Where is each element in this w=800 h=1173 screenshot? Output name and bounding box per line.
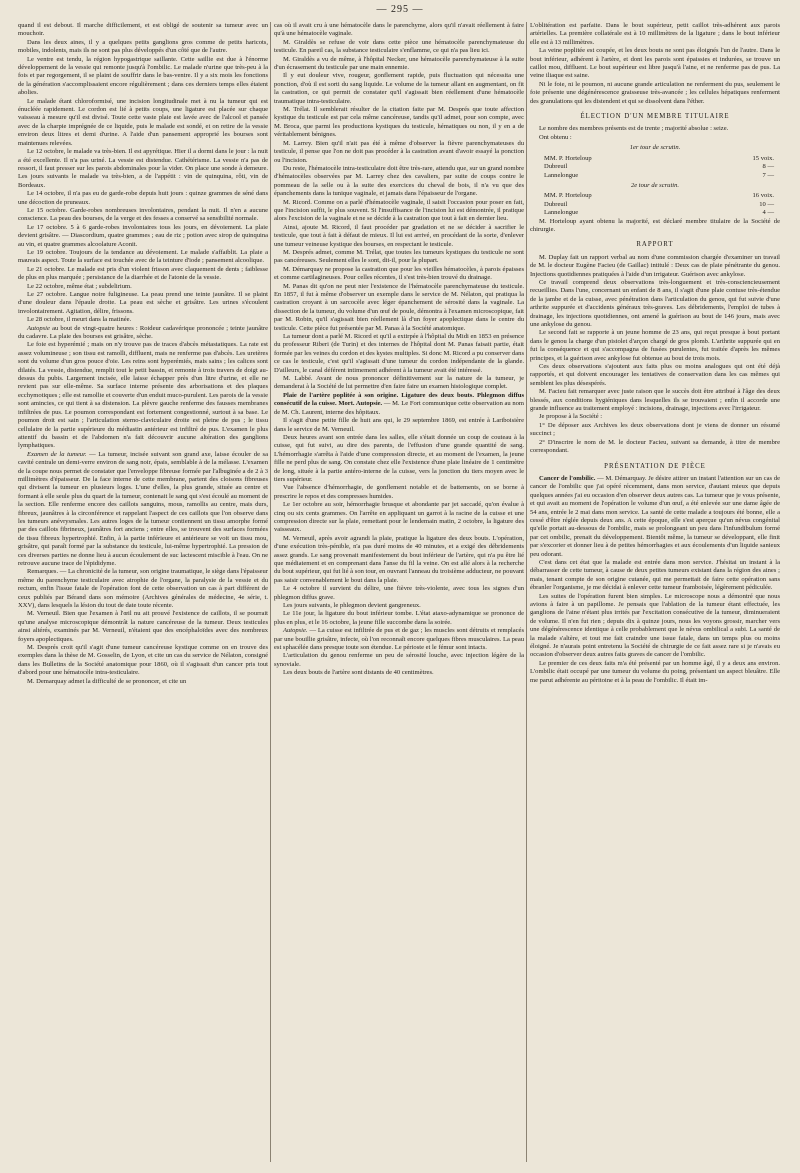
paragraph bbox=[274, 627, 524, 652]
vote-row bbox=[530, 201, 780, 209]
paragraph: La tumeur dont a parlé M. Ricord et qu'il a extirpée à l'hôpital du Midi en 1853 en présence du professeur Riberi (de Turin) et des internes de l'hôpital dont M. Panas faisait partie, était formée par les veines du cordon et des kystes multiples. Si donc M. Ricord a pu conserver dans ce cas le testicule, c'est qu'il s'agissait d'une tumeur du cordon indépendante de la glande. D'ailleurs, le canal déférent intimement adhérent à la tumeur avait été intéressé. bbox=[274, 333, 524, 374]
article-title: Cancer de l'ombilic. bbox=[539, 474, 596, 482]
autopsy-label: Autopsie. bbox=[283, 627, 308, 635]
paragraph: M. Duplay fait un rapport verbal au nom d'une commission chargée d'examiner un travail de M. le docteur Eugène Facieu (de Gaillac) intitulé : Deux cas de plaie pénétrante du genou. Injections quotidiennes pratiquées à l'aide d'un irrigateur. Guérison avec ankylose. bbox=[530, 253, 780, 278]
vote-row bbox=[530, 209, 780, 217]
paragraph: Deux heures avant son entrée dans les salles, elle s'était donnée un coup de couteau à la cuisse, qui fut suivi, au dire des parents, de l'effusion d'une grande quantité de sang. L'hémorrhagie s'arrêta à l'aide d'une compression directe, et au moment de l'examen, la jeune fille ne perd plus de sang. On constate chez elle l'existence d'une plaie linéaire de 1 centimètre de long, située à la partie antéro-interne de la cuisse, vers la jonction du tiers moyen avec le tiers supérieur. bbox=[274, 433, 524, 483]
paragraph: M. Panas dit qu'on ne peut nier l'existence de l'hématocèle parenchymateuse du testicule. En 1857, il fut à même d'observer un exemple dans le service de M. Nélaton, qui pratiqua la castration croyant à un sarcocèle avec léger épanchement de sérosité dans la vaginale. La dissection de la tumeur, du volume d'un œuf de poule, démontra à l'examen microscopique, fait par M. Robin, qu'il s'agissait bien réellement là d'un foyer apoplectique dans le centre du testicule. Cette pièce fut présentée par M. Panas à la Société anatomique. bbox=[274, 282, 524, 332]
paragraph: Les deux bouts de l'artère sont distants de 40 centimètres. bbox=[283, 669, 434, 677]
paragraph: Le 11e jour, la ligature du bout inférieur tombe. L'état ataxo-adynamique se prononce de plus en plus, et le 16 octobre, la jeune fille succombe dans la soirée. bbox=[274, 610, 524, 626]
remarks-label: Remarques. bbox=[27, 568, 59, 576]
paragraph: Ce travail comprend deux observations très-longuement et très-consciencieusement recueillies. Dans l'une, concernant un enfant de 8 ans, il s'agit d'une plaie contuse très-étendue de la jambe et de la cuisse, avec pénétration dans l'articulation du genou, qui fut suivie d'une arthrite suppurée et d'accidents généraux très-graves. Les débridements, l'emploi de tubes à drainage, les injections quotidiennes, ont amené la guérison au bout de 146 jours, mais avec une ankylose du genou. bbox=[530, 278, 780, 328]
paragraph: M. Giraldès se refuse de voir dans cette pièce une hématocèle parenchymateuse du testicule. En pareil cas, la substance testiculaire s'enflamme, ce qui n'a pas lieu ici. bbox=[274, 38, 524, 55]
paragraph: L'articulation du genou renferme un peu de sérosité louche, avec injection légère de la synoviale. bbox=[274, 652, 524, 668]
paragraph: Le ventre est tendu, la région hypogastrique saillante. Cette saillie est due à l'énorme développement de la vessie qui remonte jusqu'à l'ombilic. Le malade n'urine que très-peu à la fois et par regorgement, il se plaint de souffrir dans le bas-ventre. Il y a six mois les fonctions de la génération s'accomplissaient encore régulièrement ; dans ces derniers temps elles étaient abolies. bbox=[18, 55, 268, 97]
paragraph: M. Verneuil. Bien que l'examen à l'œil nu ait prouvé l'existence de caillots, il se pourrait qu'une analyse microscopique démontrât la nature cancéreuse de la tumeur. Deux testicules ainsi altérés, examinés par M. Verneuil, n'étaient que des encéphaloïdes avec des nombreux foyers apoplectiques. bbox=[18, 610, 268, 643]
paragraph: Le foie est hyperémié ; mais on n'y trouve pas de traces d'abcès métastatiques. La rate est assez volumineuse ; son tissu est ramolli, diffluent, mais ne renferme pas d'abcès. Les uretères sont du volume d'un gros pouce d'oie. Les reins sont hyperémiés, mais sains ; les calices sont dilatés. La vessie, distendue, remplit tout le petit bassin, et remonte à trois travers de doigt au-dessus du pubis. Largement incisée, elle laisse échapper près d'un litre d'urine, et elle ne revient pas sur elle-même. Sa surface interne présente des arborisations et des plaques ecchymotiques ; elle est ramollie et couverte d'un enduit muco-purulent. Les parois de la vessie sont amincies, ce qui tient à sa distension. La plèvre gauche renferme des fausses membranes infiltrées de pus. Le poumon correspondant est fortement congestionné, surtout à sa base. Le poumon droit est sain ; l'articulation sterno-claviculaire droite est pleine de pus ; le tissu cellulaire de la partie supérieure du médiastin antérieur est infiltré de pus. L'examen le plus attentif du bassin et de l'abdomen n'a fait découvrir aucune altération des ganglions lymphatiques. bbox=[18, 341, 268, 450]
vote-row bbox=[530, 192, 780, 200]
vote-row bbox=[530, 172, 780, 180]
paragraph: 1° De déposer aux Archives les deux observations dont je viens de donner un résumé succinct ; bbox=[530, 421, 780, 438]
paragraph: Le 4 octobre il survient du délire, une fièvre très-violente, avec tous les signes d'un phlegmon diffus grave. bbox=[274, 585, 524, 601]
paragraph: Je propose à la Société : bbox=[539, 413, 603, 421]
paragraph: M. Ricord. Comme on a parlé d'hématocèle vaginale, il saisit l'occasion pour poser en fait, que l'incision suffit, le plus souvent. Si l'insuffisance de l'incision lui est démontrée, il pratique alors l'excision de la vaginale et ne se décide à la castration que tout à fait en dernier lieu. bbox=[274, 198, 524, 223]
vote-count: 8 — bbox=[762, 163, 774, 171]
paragraph: Il s'agit d'une petite fille de huit ans qui, le 29 septembre 1869, est entrée à Lariboisière dans le service de M. Verneuil. bbox=[274, 417, 524, 433]
paragraph: Le 28 octobre, il meurt dans la matinée. bbox=[27, 316, 132, 324]
paragraph bbox=[530, 475, 780, 559]
paragraph: Il y eut douleur vive, rougeur, gonflement rapide, puis fluctuation qui nécessita une ponction, d'où il est sorti du sang liquide. Le volume de la tumeur allant en augmentant, on fit la castration, ce qui permit de constater qu'il s'agissait bien réellement d'une hématocèle traumatique intra-testiculaire. bbox=[274, 72, 524, 105]
candidate-name: Lannelongue bbox=[544, 171, 579, 179]
vote-count: 16 voix. bbox=[752, 192, 774, 200]
paragraph: M. Verneuil, après avoir agrandi la plaie, pratique la ligature des deux bouts. L'opération, d'une exécution très-pénible, n'a pas duré moins de 40 minutes, et a exigé des débridements assez grands. Le sang provenait manifestement du bout inférieur de l'artère, qui n'a pu être lié que médiatement et en comprenant dans l'anse du fil la veine. On est allé alors à la recherche du bout supérieur, qui fut lié à son tour, en ouvrant l'anneau du troisième adducteur, ne pouvant pas saisir convenablement le bout dans la plaie. bbox=[274, 534, 524, 584]
vote-round-1-title: 1er tour de scrutin. bbox=[629, 144, 681, 152]
vote-count: 15 voix. bbox=[752, 154, 774, 162]
paragraph: Ces deux observations s'ajoutent aux faits plus ou moins analogues qui ont été déjà rapportés, et qui doivent encourager les tentatives de conservation dans les cas mêmes qui semblent les plus désespérés. bbox=[530, 363, 780, 387]
paragraph: M. Horteloup ayant obtenu la majorité, est déclaré membre titulaire de la Société de chirurgie. bbox=[530, 217, 780, 233]
paragraph: Ainsi, ajoute M. Ricord, il faut procéder par gradation et ne se décider à sacrifier le testicule, que tout à fait à défaut de mieux. Il lui est arrivé, en procédant de la sorte, d'enlever une tumeur veineuse kystique des bourses, en respectant le testicule. bbox=[274, 223, 524, 248]
column-divider bbox=[526, 22, 527, 1162]
paragraph: Le 22 octobre, même état ; subdelirium. bbox=[27, 282, 132, 290]
paragraph: Le 27 octobre. Langue noire fuligineuse. La peau prend une teinte jaunâtre. Il se plaint d'une douleur dans l'épaule droite. La peau est sèche et grisâtre. Les urines s'écoulent involontairement. Agitation, délire, frissons. bbox=[18, 291, 268, 315]
candidate-name: Lannelongue bbox=[544, 209, 579, 217]
paragraph: 2° D'inscrire le nom de M. le docteur Facieu, suivant sa demande, à titre de membre correspondant. bbox=[530, 438, 780, 455]
paragraph: M. Larrey. Bien qu'il n'ait pas été à même d'observer la fièvre parenchymateuses du testicule, il pense que l'on ne doit pas procéder à la castration avant d'avoir essayé la ponction ou l'incision. bbox=[274, 139, 524, 164]
paragraph: M. Demarquay admet la difficulté de se prononcer, et cite un bbox=[27, 677, 187, 685]
vote-row bbox=[530, 155, 780, 163]
vote-row bbox=[530, 163, 780, 171]
column-divider bbox=[270, 22, 271, 1162]
paragraph: Vue l'absence d'hémorrhagie, de gonflement notable et de battements, on se borne à prescrire le repos et des compresses humides. bbox=[274, 484, 524, 500]
paragraph: Le 19 octobre. Toujours de la tendance au dévoiement. Le malade s'affaiblit. La plaie a mauvais aspect. Toute la surface est touchée avec de la teinture d'iode ; pansement alcoolique. bbox=[18, 248, 268, 265]
paragraph: cas où il avait cru à une hématocèle dans le parenchyme, alors qu'il n'avait réellement à faire qu'à une hématocèle vaginale. bbox=[274, 22, 524, 38]
vote-count: 7 — bbox=[762, 171, 774, 179]
paragraph-text: — M. Le Fort communique cette observation au nom de M. Ch. Laurent, interne des hôpitaux. bbox=[274, 400, 524, 416]
column-1 bbox=[18, 22, 268, 1168]
paragraph: M. Trélat. Il semblerait résulter de la citation faite par M. Després que toute affection kystique du testicule est par cela même cancéreuse, tandis qu'il admet, pour son compte, avec M. Broca, que parmi les productions kystiques du testicule, hématiques ou non, il y en a de véritablement bénignes. bbox=[274, 106, 524, 139]
paragraph-text: — La tumeur, incisée suivant son grand axe, laisse écouler de sa cavité centrale un demi-verre environ de sang noir, épais, semblable à de la mélasse. L'examen de la coupe nous permet de constater que l'enveloppe fibreuse formée par l'albuginée a de 2 à 3 millimètres d'épaisseur. De la face interne de cette membrane, partent des cloisons fibreuses qui divisent la tumeur en plusieurs loges. L'une d'elles, la plus grande, située au centre et formant à elle seule plus du quart de la tumeur, contenait le sang qui s'est écoulé au moment de la section. Elle renferme encore des caillots sanguins, mous, ramollis au centre, mais durs, fibreux, jaunâtres à la circonférence et rappelant l'aspect de ces caillots que l'on observe dans les tumeurs anévrysmales. Les autres loges de la tumeur contiennent un tissu amorphe formé par des caillots fibrineux, jaunâtres fort anciens ; entre elles, se trouvent des surfaces formées de tissu fibreux hypertrophié. Enfin, à la partie inférieure et antérieure se voit un tissu mou, grisâtre, qui paraît formé par la substance du testicule, lui-même hypertrophié. La pression de ces diverses parties ne donne lieu à aucun écoulement de suc lactescent miscible à l'eau. On ne retrouve aucune trace de l'épididyme. bbox=[18, 450, 268, 567]
paragraph: M. Després croit qu'il s'agit d'une tumeur cancéreuse kystique comme on en trouve des exemples dans la thèse de M. Gosselin, de Lyon, et cite un cas du service de Nélaton, consigné dans les Bulletins de la Société anatomique pour 1860, où il s'agissait d'un cancer pris tout d'abord pour une hématocèle intra-testiculaire. bbox=[18, 644, 268, 677]
section-title-presentation: PRÉSENTATION DE PIÈCE bbox=[604, 462, 706, 470]
paragraph: Les suites de l'opération furent bien simples. Le microscope nous a démontré que nous avions à faire à un papillome. Je pensais que l'ablation de la tumeur étant effectuée, les ganglions de l'aine n'étant plus irrités par l'excitation consécutive de la tumeur, diminueraient de volume. Il n'en fut rien ; depuis dix à quinze jours, nous les voyons grossir, marcher vers une dégénérescence identique à celle probablement que le névus ombilical a subi. La santé de la malade s'altère, et tout me fait craindre une issue fatale, dans un temps plus ou moins éloigné. Je n'aurais point entretenu la Société de chirurgie de ce fait assez rare si je n'avais eu occasion d'observer deux autres faits graves de cancer de l'ombilic. bbox=[530, 592, 780, 659]
vote-list-1 bbox=[530, 155, 780, 180]
section-title-report: RAPPORT bbox=[636, 241, 674, 249]
paragraph: Le 1er octobre au soir, hémorrhagie brusque et abondante par jet saccadé, qu'on évalue à cinq ou six cents grammes. On l'arrête en appliquant un garrot à la racine de la cuisse et une compression directe sur la plaie, remettant pour le lendemain matin, 2 octobre, la ligature des vaisseaux. bbox=[274, 501, 524, 534]
paragraph: Le malade étant chloroformisé, une incision longitudinale met à nu la tumeur qui est énucléée rapidement. Le cordon est lié à petits coups, une ligature est placée sur chaque vaisseau à mesure qu'il est divisé. Toute cette vaste plaie est lavée avec de l'alcool et pansée avec de la charpie imprégnée de ce liquide, puis le malade est sondé, et on retire de la vessie environ deux litres et demi d'urine. A l'aide d'un pansement approprié les bourses sont maintenues relevées. bbox=[18, 97, 268, 147]
paragraph: M. Giraldès a vu de même, à l'hôpital Necker, une hématocèle parenchymateuse à la suite d'un écrasement du testicule par une main ennemie. bbox=[274, 55, 524, 72]
autopsy-label: Autopsie bbox=[27, 324, 50, 332]
paragraph: quand il est debout. Il marche difficilement, et est obligé de soutenir sa tumeur avec un mouchoir. bbox=[18, 22, 268, 38]
column-3 bbox=[530, 22, 780, 1168]
section-title-election: ÉLECTION D'UN MEMBRE TITULAIRE bbox=[580, 113, 730, 121]
paragraph-text: — La cuisse est infiltrée de pus et de gaz ; les muscles sont détruits et remplacés par une bouillie grisâtre, infecte, où l'on reconnaît encore quelques fibres musculaires. La peau est sphacélée dans presque toute son étendue. Le périoste et le fémur sont intacts. bbox=[274, 627, 524, 652]
paragraph: Le 12 octobre, le malade va très-bien. Il est apyrétique. Hier il a dormi dans le jour : la nuit a été excellente. Il n'a pas uriné. La vessie est distendue. Cathétérisme. La vessie n'a pas de ressort, il faut presser sur les parois abdominales pour la vider. On place une sonde à demeure. Les jours suivants le malade va très-bien, a de l'appétit : vin de quinquina, rôti, vin de Bordeaux. bbox=[18, 148, 268, 189]
article-title: Plaie de l'artère poplitée à son origine. Ligature des deux bouts. Phlegmon diffus consécutif de la cuisse. Mort. Autopsie. bbox=[274, 391, 524, 408]
paragraph: Ont obtenu : bbox=[539, 133, 572, 141]
exam-label: Examen de la tumeur. bbox=[27, 450, 87, 458]
paragraph bbox=[18, 568, 268, 610]
vote-round-2-title: 2e tour de scrutin. bbox=[630, 181, 679, 189]
paragraph: M. Facieu fait remarquer avec juste raison que le succès doit être attribué à l'âge des deux blessés, aux conditions hygiéniques dans lesquelles ils se trouvaient ; enfin il accorde une grande influence au traitement employé : incisions, drainage, injections avec l'irrigateur. bbox=[530, 388, 780, 413]
page-number: — 295 — bbox=[376, 4, 424, 15]
vote-list-2 bbox=[530, 192, 780, 217]
paragraph-text: — M. Démarquay. Je désire attirer un instant l'attention sur un cas de cancer de l'ombilic que j'ai opéré récemment, dans mon service, d'autant mieux que depuis quelques années j'ai eu occasion d'en observer deux autres cas. La tumeur que je vous présente, et qui avait au moment de l'opération le volume d'un œuf, a été enlevée sur une dame âgée de 54 ans, entrée le 2 mai dans mon service. La santé de cette malade a toujours été bonne, elle a cessé d'être réglée depuis deux ans. A cette époque, elle s'est aperçue qu'un névus congénital qu'elle portait au-dessous de l'ombilic, mais se prolongeant un peu dans l'infundibulum formé par cet ombilic, prenait du développement. Bientôt même, la tumeur se développant, elle finit par s'excorier et donner lieu à de petites hémorrhagies et aux écoulements d'un liquide sanieux peu odorant. bbox=[530, 474, 780, 558]
paragraph: Le 15 octobre. Garde-robes nombreuses involontaires, pendant la nuit. Il n'en a aucune conscience. La peau des bourses, de la verge et des fesses a conservé sa sensibilité normale. bbox=[18, 206, 268, 223]
candidate-name: Dubreuil bbox=[544, 200, 568, 208]
paragraph: Le 21 octobre. Le malade est pris d'un violent frisson avec claquement de dents ; faiblesse de plus en plus marquée ; persistance de la diarrhée et de l'atonie de la vessie. bbox=[18, 265, 268, 282]
paragraph: Le nombre des membres présents est de trente ; majorité absolue : seize. bbox=[539, 125, 729, 133]
paragraph bbox=[18, 451, 268, 569]
paragraph: La veine poplitée est coupée, et les deux bouts ne sont pas éloignés l'un de l'autre. Dans le bout inférieur, adhérent à l'artère, et dont les parois sont épaissies et indurées, se trouve un caillot mou, diffluent. Le bout supérieur est libre jusqu'à l'aine, et ne renferme pas de pus. La veine iliaque est saine. bbox=[530, 47, 780, 80]
paragraph bbox=[274, 392, 524, 417]
paragraph: Dans les deux aines, il y a quelques petits ganglions gros comme de petits haricots, mobiles, indolents, mais ils ne sont pas plus développés d'un côté que de l'autre. bbox=[18, 38, 268, 55]
candidate-name: MM. P. Horteloup bbox=[544, 154, 592, 162]
paragraph: Ni le foie, ni le poumon, ni aucune grande articulation ne renferment du pus, seulement le foie présente une dégénérescence graisseuse très-avancée ; les cellules hépatiques renferment des granulations qui les distendent et qui se dissolvent dans l'éther. bbox=[530, 80, 780, 105]
paragraph: L'oblitération est parfaite. Dans le bout supérieur, petit caillot très-adhérent aux parois artérielles. La première collatérale est à 10 millimètres de la ligature ; dans le bout inférieur elle est à 13 millimètres. bbox=[530, 22, 780, 46]
vote-count: 4 — bbox=[762, 209, 774, 217]
paragraph: Les jours suivants, le phlegmon devient gangreneux. bbox=[283, 602, 421, 610]
paragraph: M. Labbé. Avant de nous prononcer définitivement sur la nature de la tumeur, je demanderai à la Société de lui permettre d'en faire faire un examen histologique complet. bbox=[274, 375, 524, 391]
paragraph: Le 14 octobre, il n'a pas eu de garde-robe depuis huit jours : quinze grammes de séné dans une décoction de pruneaux. bbox=[18, 190, 268, 206]
candidate-name: MM. P. Horteloup bbox=[544, 192, 592, 200]
paragraph: C'est dans cet état que la malade est entrée dans mon service. J'hésitai un instant à la débarrasser de cette tumeur, à cause de deux petites tumeurs existant dans la région des aines ; mais, tenant compte de son origine cutanée, qui me permettait de faire cette opération sans ébranler l'organisme, je me décidai à enlever cette tumeur framboisée, légèrement pédiculée. bbox=[530, 558, 780, 592]
candidate-name: Dubreuil bbox=[544, 163, 568, 171]
paragraph: Le premier de ces deux faits m'a été présenté par un homme âgé, il y a deux ans environ. L'ombilic était occupé par une tumeur du volume du poing, présentant un aspect bleuâtre. Elle me parut adhérente au péritoine et à la peau de l'ombilic. Il était im- bbox=[530, 659, 780, 684]
paragraph-text: — La chronicité de la tumeur, son origine traumatique, le siège dans l'épaisseur même du parenchyme testiculaire avec atrophie de l'organe, la paralysie de la vessie et du rectum, enfin l'issue fatale de l'opération font de cette observation un cas à part différent de ceux publiés par Bérand dans son mémoire (Archives générales de médecine, 4e série, t. XXV), dans lesquels la lésion du tout de date toute récente. bbox=[18, 568, 268, 610]
paragraph-text: au bout de vingt-quatre heures : Roideur cadavérique prononcée ; teinte jaunâtre du cadavre. La plaie des bourses est grisâtre, sèche. bbox=[18, 324, 268, 341]
paragraph: M. Démarquay ne propose la castration que pour les vieilles hématocèles, à parois épaisses et comme cartilagineuses. Pour celles récentes, il s'est très-bien trouvé du drainage. bbox=[274, 265, 524, 282]
paragraph: Du reste, l'hématocèle intra-testiculaire doit être très-rare, attendu que, sur un grand nombre d'hématocèles observées par M. Larrey chez des cavaliers, par suite de coups contre le pommeau de la selle ou à la suite des exercices du cheval de bois, il n'a vu que des épanchements dans la tunique vaginale, et jamais dans l'épaisseur de l'organe. bbox=[274, 164, 524, 198]
paragraph: Le 17 octobre. 5 à 6 garde-robes involontaires tous les jours, en dévoiement. La plaie devient grisâtre. — Diascordium, quatre grammes ; eau de riz ; potion avec sirop de quinquina au vin, et quatre grammes alcoolature Aconit. bbox=[18, 223, 268, 248]
paragraph: M. Després admet, comme M. Trélat, que toutes les tumeurs kystiques du testicule ne sont pas cancéreuses. Seulement elles le sont, dit-il, pour la plupart. bbox=[274, 248, 524, 265]
paragraph: Le second fait se rapporte à un jeune homme de 23 ans, qui reçut presque à bout portant dans le genou la charge d'un pistolet d'arçon chargé de gros plomb. L'arthrite suppurée qui en fut la conséquence et qui s'accompagna de fusées purulentes, fut traitée d'après les mêmes principes, et la guérison avec ankylose fut obtenue au bout de trois mois. bbox=[530, 329, 780, 362]
column-2 bbox=[274, 22, 524, 1168]
vote-count: 10 — bbox=[759, 200, 774, 208]
paragraph bbox=[18, 325, 268, 342]
